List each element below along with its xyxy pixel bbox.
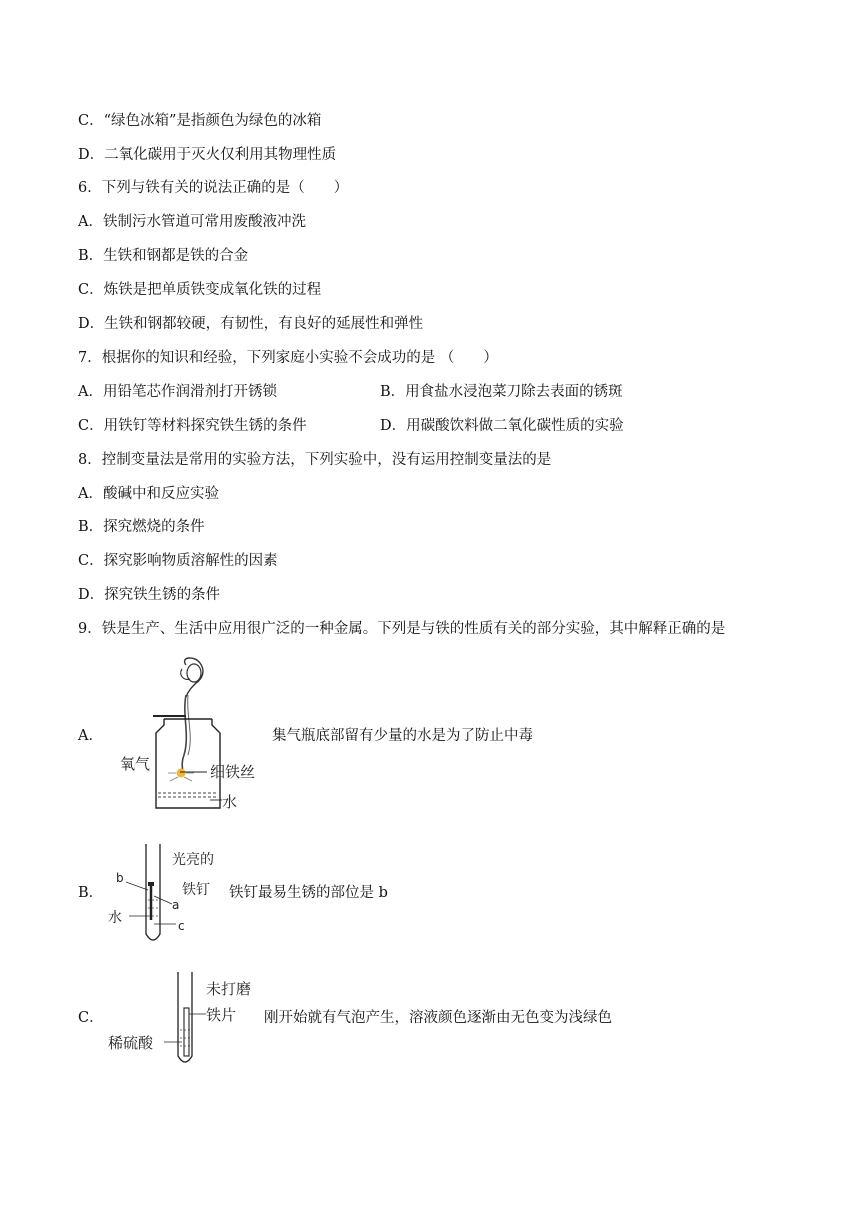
test-tube-acid-figure bbox=[106, 968, 266, 1070]
label-nail: 铁钉 bbox=[182, 882, 210, 898]
q9-option-b-text: 铁钉最易生锈的部位是 b bbox=[229, 885, 388, 901]
question-7-stem: 7．根据你的知识和经验，下列家庭小实验不会成功的是 （ ） bbox=[78, 350, 498, 366]
question-7-option-a: A．用铅笔芯作润滑剂打开锈锁 bbox=[78, 384, 277, 400]
label-water: 水 bbox=[108, 910, 122, 926]
q9-option-c-letter: C． bbox=[78, 1010, 104, 1026]
option-d-prev: D．二氧化碳用于灭火仅利用其物理性质 bbox=[78, 147, 337, 163]
label-point-a: a bbox=[172, 898, 180, 912]
question-8-option-a: A．酸碱中和反应实验 bbox=[78, 486, 219, 502]
question-7-option-d: D．用碳酸饮料做二氧化碳性质的实验 bbox=[380, 418, 624, 434]
label-fine-iron-wire: 细铁丝 bbox=[210, 763, 256, 781]
label-water: 水 bbox=[222, 793, 238, 811]
label-bright: 光亮的 bbox=[172, 852, 214, 868]
question-6-option-c: C．炼铁是把单质铁变成氧化铁的过程 bbox=[78, 282, 322, 298]
question-6-option-a: A．铁制污水管道可常用废酸液冲洗 bbox=[78, 214, 306, 230]
label-oxygen: 氧气 bbox=[120, 755, 151, 773]
question-6-stem: 6．下列与铁有关的说法正确的是（ ） bbox=[78, 180, 349, 196]
question-8-option-c: C．探究影响物质溶解性的因素 bbox=[78, 553, 278, 569]
label-dilute-sulfuric-acid: 稀硫酸 bbox=[108, 1034, 154, 1052]
option-c-prev: C．“绿色冰箱”是指颜色为绿色的冰箱 bbox=[78, 113, 322, 129]
label-unpolished: 未打磨 bbox=[206, 980, 252, 998]
question-7-option-b: B．用食盐水浸泡菜刀除去表面的锈斑 bbox=[380, 384, 623, 400]
question-8-option-d: D．探究铁生锈的条件 bbox=[78, 587, 221, 603]
question-9-stem: 9．铁是生产、生活中应用很广泛的一种金属。下列是与铁的性质有关的部分实验，其中解释正确的是 bbox=[78, 621, 726, 637]
question-6-option-d: D．生铁和钢都较硬，有韧性，有良好的延展性和弹性 bbox=[78, 316, 424, 332]
label-point-b: b bbox=[116, 871, 124, 885]
question-6-option-b: B．生铁和钢都是铁的合金 bbox=[78, 248, 249, 264]
label-iron-sheet: 铁片 bbox=[206, 1006, 237, 1024]
label-point-c: c bbox=[178, 919, 185, 933]
gas-jar-figure bbox=[108, 655, 273, 815]
test-tube-nail-figure bbox=[104, 842, 228, 950]
question-7-option-c: C．用铁钉等材料探究铁生锈的条件 bbox=[78, 418, 307, 434]
flame-icon bbox=[177, 769, 186, 778]
q9-option-b-letter: B． bbox=[78, 885, 104, 901]
q9-option-a-text: 集气瓶底部留有少量的水是为了防止中毒 bbox=[272, 728, 533, 744]
q9-option-c-text: 刚开始就有气泡产生，溶液颜色逐渐由无色变为浅绿色 bbox=[264, 1010, 612, 1026]
question-8-stem: 8．控制变量法是常用的实验方法，下列实验中，没有运用控制变量法的是 bbox=[78, 452, 552, 468]
question-8-option-b: B．探究燃烧的条件 bbox=[78, 519, 205, 535]
q9-option-a-letter: A． bbox=[78, 728, 103, 744]
